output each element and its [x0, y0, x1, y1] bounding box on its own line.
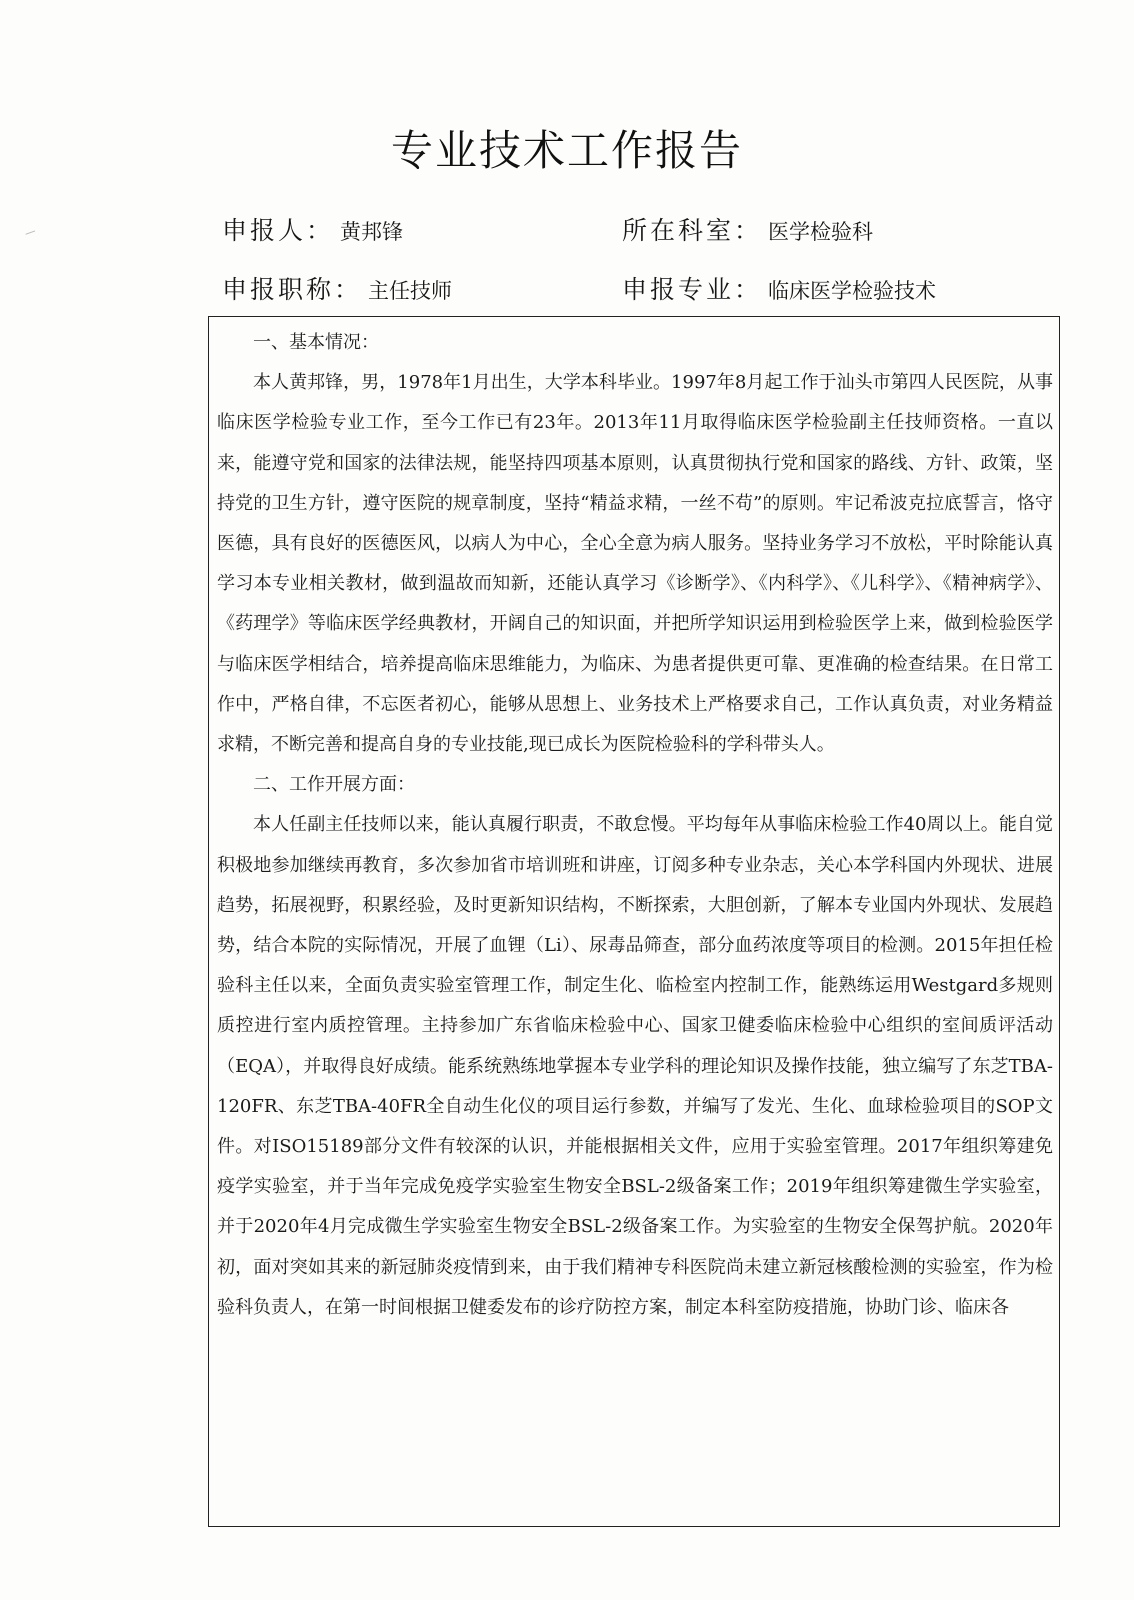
meta-row-2 — [222, 270, 1082, 310]
specialty-value: 临床医学检验技术 — [768, 279, 937, 303]
title-rank-field — [222, 270, 452, 306]
section-heading-basic: 一、基本情况： — [253, 332, 379, 353]
document-title: 专业技术工作报告 — [390, 126, 743, 175]
paragraph-basic: 本人黄邦锋，男，1978年1月出生，大学本科毕业。1997年8月起工作于汕头市第四人民医院，从事临床医学检验专业工作，至今工作已有23年。2013年11月取得临床医学检验副主任技师资格。一直以来，能遵守党和国家的法律法规，能坚持四项基本原则，认真贯彻执行党和国家的路线、方针、政策，坚持党的卫生方针，遵守医院的规章制度，坚持“精益求精，一丝不苟”的原则。牢记希波克拉底誓言，恪守医德，具有良好的医德医风，以病人为中心，全心全意为病人服务。坚持业务学习不放松，平时除能认真学习本专业相关教材，做到温故而知新，还能认真学习《诊断学》、《内科学》、《儿科学》、《精神病学》、《药理学》等临床医学经典教材，开阔自己的知识面，并把所学知识运用到检验医学上来，做到检验医学与临床医学相结合，培养提高临床思维能力，为临床、为患者提供更可靠、更准确的检查结果。在日常工作中，严格自律，不忘医者初心，能够从思想上、业务技术上严格要求自己，工作认真负责，对业务精益求精，不断完善和提高自身的专业技能,现已成长为医院检验科的学科带头人。 — [217, 372, 1053, 756]
meta-row-1 — [222, 211, 1082, 251]
department-field — [622, 211, 873, 247]
scan-artifact — [25, 230, 36, 238]
title-rank-label: 申报职称： — [222, 275, 363, 304]
paragraph-work: 本人任副主任技师以来，能认真履行职责，不敢怠慢。平均每年从事临床检验工作40周以上。能自觉积极地参加继续再教育，多次参加省市培训班和讲座，订阅多种专业杂志，关心本学科国内外现状、进展趋势，拓展视野，积累经验，及时更新知识结构，不断探索，大胆创新，了解本专业国内外现状、发展趋势，结合本院的实际情况，开展了血锂（Li）、尿毒品筛查，部分血药浓度等项目的检测。2015年担任检验科主任以来，全面负责实验室管理工作，制定生化、临检室内控制工作，能熟练运用Westgard多规则质控进行室内质控管理。主持参加广东省临床检验中心、国家卫健委临床检验中心组织的室间质评活动（EQA），并取得良好成绩。能系统熟练地掌握本专业学科的理论知识及操作技能，独立编写了东芝TBA-120FR、东芝TBA-40FR全自动生化仪的项目运行参数，并编写了发光、生化、血球检验项目的SOP文件。对ISO15189部分文件有较深的认识，并能根据相关文件，应用于实验室管理。2017年组织筹建免疫学实验室，并于当年完成免疫学实验室生物安全BSL-2级备案工作；2019年组织筹建微生学实验室，并于2020年4月完成微生学实验室生物安全BSL-2级备案工作。为实验室的生物安全保驾护航。2020年初，面对突如其来的新冠肺炎疫情到来，由于我们精神专科医院尚未建立新冠核酸检测的实验室，作为检验科负责人，在第一时间根据卫健委发布的诊疗防控方案，制定本科室防疫措施，协助门诊、临床各 — [217, 814, 1053, 1318]
title-rank-value: 主任技师 — [368, 279, 453, 303]
department-value: 医学检验科 — [768, 220, 874, 244]
specialty-label: 申报专业： — [622, 275, 763, 304]
report-content-box — [208, 316, 1060, 1527]
department-label: 所在科室： — [622, 216, 763, 245]
report-body — [209, 317, 1060, 1328]
applicant-field — [222, 211, 403, 247]
specialty-field — [622, 270, 936, 306]
applicant-label: 申报人： — [222, 216, 335, 245]
applicant-value: 黄邦锋 — [340, 220, 404, 244]
section-heading-work: 二、工作开展方面： — [253, 774, 415, 796]
